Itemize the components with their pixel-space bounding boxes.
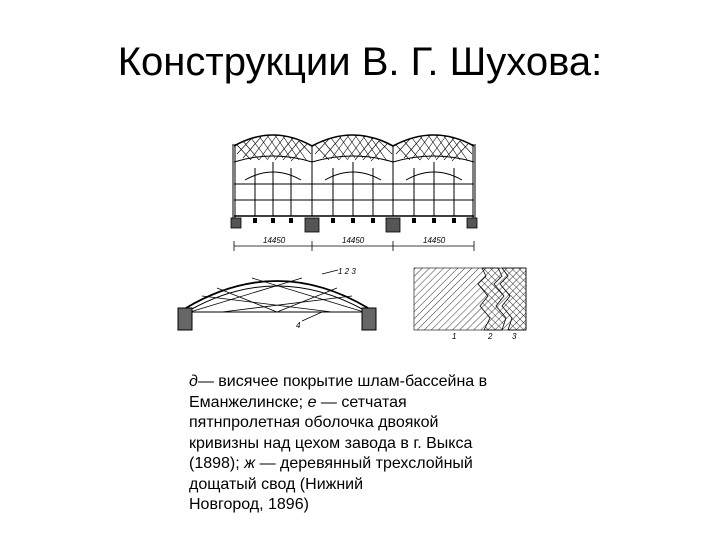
caption-line-1 xyxy=(189,372,549,393)
arch-callout-top: 1 2 3 xyxy=(338,267,356,276)
caption-line-4: кривизны над цехом завода в г. Выкса xyxy=(189,434,473,452)
slide-title: Конструкции В. Г. Шухова: xyxy=(117,40,603,84)
arch-truss-drawing xyxy=(172,266,382,340)
dimension-label-3: 14450 xyxy=(423,236,446,245)
caption-text-1: — висячее покрытие шлам-бассейна в xyxy=(197,373,488,390)
caption-line-2 xyxy=(189,393,549,414)
caption-letter-e: е xyxy=(307,393,317,411)
caption-line-3: пятнпролетная оболочка двоякой xyxy=(189,414,439,431)
hatch-label-3: 3 xyxy=(512,332,517,341)
dimension-label-2: 14450 xyxy=(342,236,365,245)
hatch-label-1: 1 xyxy=(452,332,457,341)
caption-line-6: дощатый свод (Нижний xyxy=(189,475,364,493)
caption-line-5 xyxy=(189,454,549,475)
caption-line-7: Новгород, 1896) xyxy=(189,496,309,513)
shell-elevation-drawing xyxy=(225,128,485,260)
caption-text-2a: Еманжелинске; xyxy=(189,393,308,411)
caption-text-5a: (1898); xyxy=(189,455,245,472)
hatch-label-2: 2 xyxy=(488,332,493,341)
board-layers-drawing xyxy=(410,266,530,342)
caption-letter-d: д xyxy=(189,373,198,390)
figure-caption xyxy=(189,372,549,516)
dimension-label-1: 14450 xyxy=(263,236,286,245)
arch-callout-bottom: 4 xyxy=(296,321,301,330)
caption-text-5b: — деревянный трехслойный xyxy=(255,455,473,472)
caption-text-2b: — сетчатая xyxy=(316,393,407,411)
caption-letter-zh: ж xyxy=(244,455,256,472)
